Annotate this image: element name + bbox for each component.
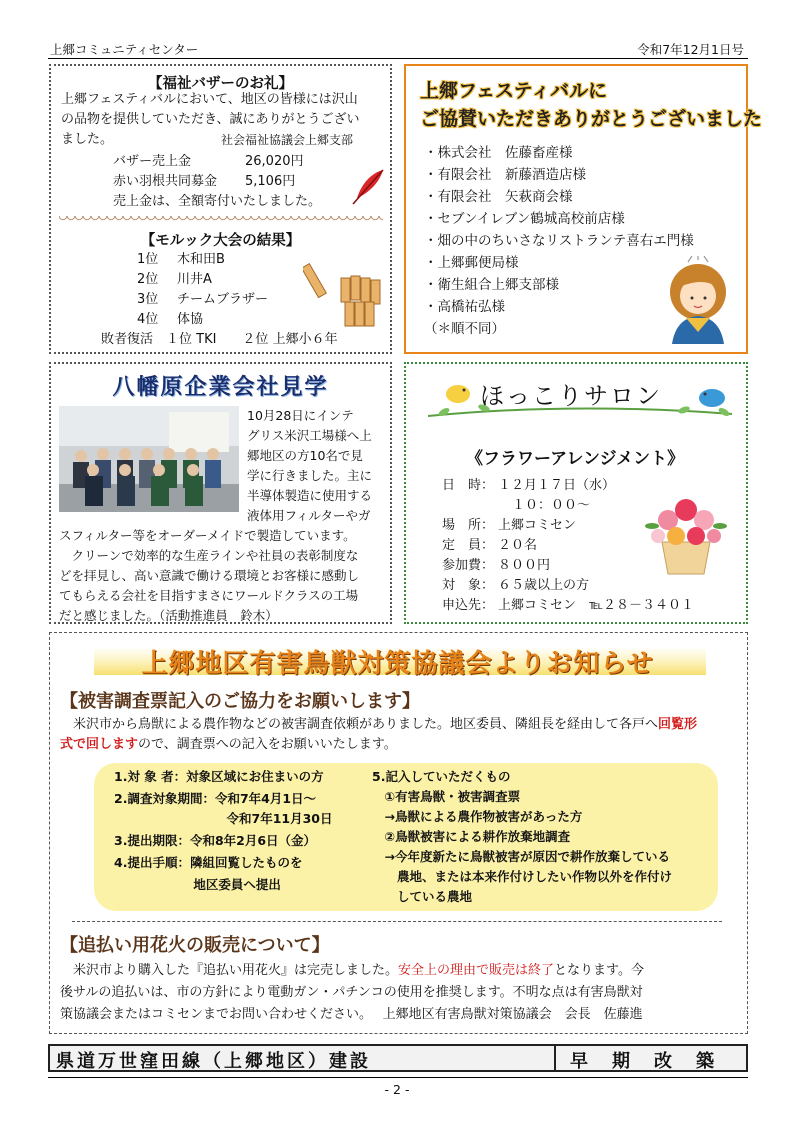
salon-value: ２０名 (498, 538, 538, 553)
tour-box (49, 362, 392, 624)
tour-text: スフィルター等をオーダーメイドで製造しています。 (59, 528, 356, 543)
salon-label: 参加費： (442, 558, 495, 573)
bazaar-note: 売上金は、全額寄付いたしました。 (113, 194, 322, 209)
tour-text: 学に行きました。主に (247, 468, 373, 483)
tour-text: クリーンで効率的な生産ラインや社員の表彰制度な (59, 548, 359, 563)
wildlife-box (49, 632, 748, 1034)
header-issue: 令和7年12月1日号 (637, 42, 744, 57)
sponsor-item: ・セブンイレブン鶴城高校前店様 (424, 211, 625, 227)
molukk-team: 木和田B (177, 252, 225, 267)
wavy-divider (59, 216, 383, 224)
fireworks-text: 策協議会またはコミセンまでお問い合わせください。 上郷地区有害鳥獣対策協議会 会長 佐藤進 (60, 1007, 643, 1022)
molukk-title: 【モルック大会の結果】 (140, 233, 301, 249)
molukk-team: 川井A (177, 272, 212, 287)
salon-box (404, 362, 748, 624)
survey-item: している農地 (372, 889, 473, 904)
road-banner-right: 早 期 改 築 (570, 1051, 717, 1072)
salon-value: １０：００～ (512, 498, 591, 513)
header-rule (48, 58, 748, 59)
molkky-pins-illustration (303, 258, 385, 330)
salon-value: ８００円 (498, 558, 551, 573)
sponsor-item: ・畑の中のちいさなリストランテ喜右エ門様 (424, 233, 694, 249)
salon-label: 定 員： (442, 538, 495, 553)
bazaar-line: ました。 (61, 132, 114, 147)
bazaar-row-value: 26,020円 (245, 154, 304, 169)
survey-item: 1.対 象 者：対象区域にお住まいの方 (114, 769, 324, 784)
bazaar-signer: 社会福祉協議会上郷支部 (221, 133, 354, 147)
molukk-rank: 1位 (137, 252, 159, 267)
sponsor-note: （＊順不同） (424, 321, 505, 337)
tour-text: てもらえる会社を目指すまさにワールドクラスの工場 (59, 588, 359, 603)
sponsor-item: ・有限会社 新藤酒造店様 (424, 167, 586, 183)
tour-text: グリス米沢工場様へ上 (247, 428, 372, 443)
road-divider (554, 1046, 556, 1070)
sponsor-item: ・衛生組合上郷支部様 (424, 277, 559, 293)
molukk-rank: 2位 (137, 272, 159, 287)
page-number: - 2 - (384, 1082, 410, 1097)
bazaar-row-value: 5,106円 (245, 174, 296, 189)
tour-title: 八幡原企業会社見学 (112, 375, 329, 400)
sponsor-item: ・有限会社 矢萩商会様 (424, 189, 573, 205)
survey-item: 令和7年11月30日 (114, 811, 333, 826)
group-photo (59, 406, 239, 512)
salon-value: 上郷コミセン ℡２８－３４０１ (498, 598, 694, 613)
bazaar-row-label: バザー売上金 (113, 154, 192, 169)
survey-item: →今年度新たに鳥獣被害が原因で耕作放棄している (372, 849, 670, 864)
wildlife-banner: 上郷地区有害鳥獣対策協議会よりお知らせ (141, 649, 654, 679)
red-feather-icon (347, 166, 389, 208)
survey-item: 5.記入していただくもの (372, 769, 511, 784)
tour-text: 郷地区の方10名で見 (247, 448, 363, 463)
footer-rule (48, 1077, 748, 1078)
tour-text: 10月28日にインテ (247, 408, 354, 423)
molukk-team: チームブラザー (177, 292, 269, 307)
sponsor-item: ・株式会社 佐藤畜産様 (424, 145, 573, 161)
molukk-revival: 敗者復活 １位 TKI ２位 上郷小６年 (101, 332, 338, 347)
tour-text: だと感じました。（活動推進員 鈴木） (59, 608, 278, 623)
tour-text: 液体用フィルターやガ (247, 508, 371, 523)
road-banner-left: 県道万世窪田線（上郷地区）建設 (56, 1051, 371, 1072)
survey-title: 【被害調査票記入のご協力をお願いします】 (60, 691, 420, 712)
salon-label: 日 時： (442, 478, 495, 493)
bazaar-title: 【福祉バザーのお礼】 (148, 76, 293, 92)
tour-text: 半導体製造に使用する (247, 488, 373, 503)
bazaar-line: の品物を提供していただき、誠にありがとうござい (61, 112, 360, 127)
molukk-rank: 4位 (137, 312, 159, 327)
divider (72, 921, 722, 922)
bazaar-molukk-box (49, 64, 392, 354)
salon-label: 場 所： (442, 518, 495, 533)
salon-title: ほっこりサロン (480, 382, 662, 410)
bazaar-line: 上郷フェスティバルにおいて、地区の皆様には沢山 (61, 92, 358, 107)
survey-details-panel (94, 763, 718, 911)
header-org: 上郷コミュニティセンター (50, 42, 199, 57)
salon-label: 申込先： (442, 598, 495, 613)
salon-label: 対 象： (442, 578, 495, 593)
survey-item: ②鳥獣被害による耕作放棄地調査 (372, 829, 571, 844)
road-banner (48, 1044, 748, 1072)
survey-item: 農地、または本来作付けしたい作物以外を作付け (372, 869, 673, 884)
fireworks-title: 【追払い用花火の販売について】 (60, 935, 330, 956)
salon-subtitle: 《フラワーアレンジメント》 (466, 449, 685, 469)
survey-item: 3.提出期限：令和8年2月6日（金） (114, 833, 317, 848)
bowing-girl-illustration (658, 256, 740, 346)
survey-item: →鳥獣による農作物被害があった方 (372, 809, 583, 824)
salon-value: 上郷コミセン (498, 518, 577, 533)
bazaar-row-label: 赤い羽根共同募金 (113, 174, 218, 189)
fireworks-text: 後サルの追払いは、市の方針により電動ガン・パチンコの使用を推奨します。不明な点は有害鳥獣対 (60, 985, 643, 1000)
survey-text: 式で回しますので、調査票への記入をお願いいたします。 (60, 737, 397, 752)
sponsor-item: ・高橋祐弘様 (424, 299, 505, 315)
survey-item: ①有害鳥獣・被害調査票 (372, 789, 521, 804)
fireworks-text: 米沢市より購入した『追払い用花火』は完売しました。安全上の理由で販売は終了となります。今 (60, 963, 644, 978)
thanks-box (404, 64, 763, 354)
molukk-team: 体協 (177, 312, 204, 327)
salon-value: ６５歳以上の方 (498, 578, 590, 593)
survey-item: 4.提出手順：隣組回覧したものを (114, 855, 303, 870)
survey-item: 2.調査対象期間：令和7年4月1日～ (114, 791, 317, 806)
salon-value: １２月１７日（水） (498, 478, 616, 493)
flower-basket-illustration (642, 482, 730, 578)
molukk-rank: 3位 (137, 292, 159, 307)
tour-text: どを拝見し、高い意識で働ける環境とお客様に感動し (59, 568, 360, 583)
sponsor-item: ・上郷郵便局様 (424, 255, 519, 271)
survey-item: 地区委員へ提出 (114, 877, 281, 892)
survey-text: 米沢市から鳥獣による農作物などの被害調査依頼がありました。地区委員、隣組長を経由して各戸へ回覧形 (60, 717, 698, 732)
thanks-title: 上郷フェスティバルに (420, 80, 608, 102)
thanks-title: ご協賛いただきありがとうございました (420, 108, 763, 130)
